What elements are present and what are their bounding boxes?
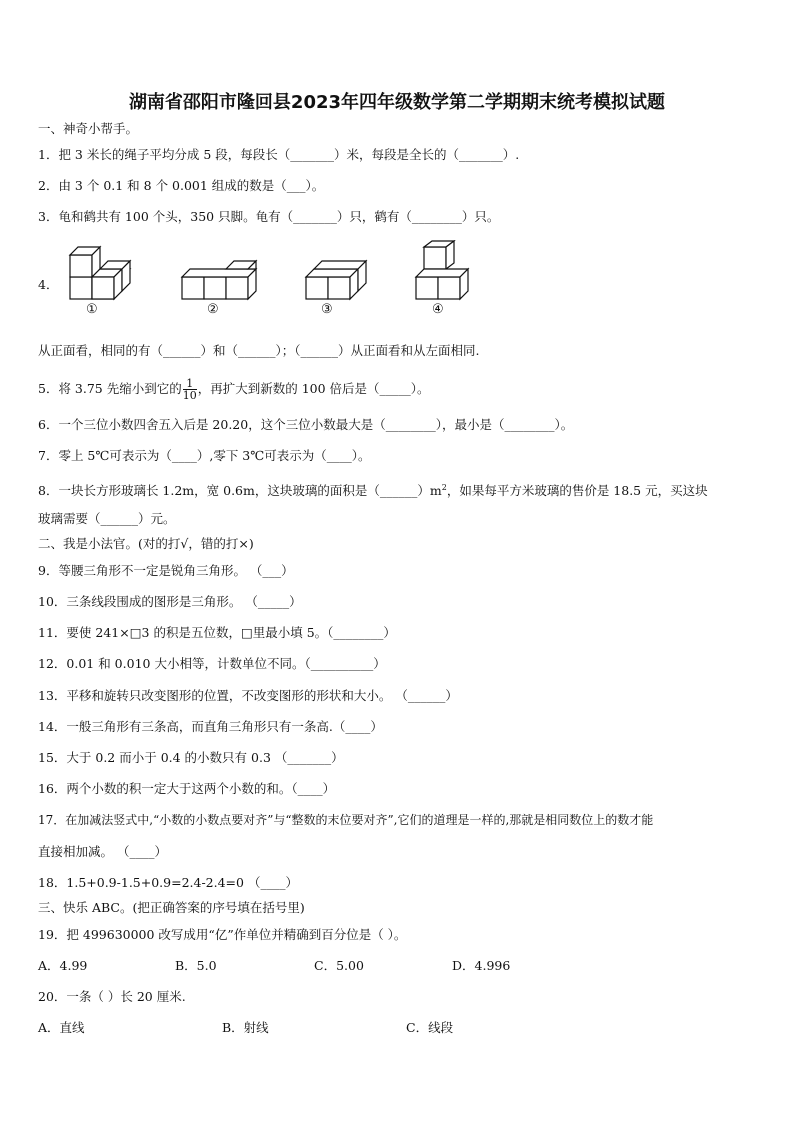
fraction-denominator: 10 <box>182 389 197 402</box>
q19-option-b: B．5.0 <box>175 958 217 973</box>
q20-option-b: B．射线 <box>222 1020 269 1035</box>
question-9: 9．等腰三角形不一定是锐角三角形。 （___） <box>38 563 294 578</box>
question-14: 14．一般三角形有三条高，而直角三角形只有一条高.（____） <box>38 719 383 734</box>
question-4-number: 4． <box>38 277 59 292</box>
section-heading-1: 一、神奇小帮手。 <box>38 121 139 136</box>
question-17-line-1: 17．在加减法竖式中,“小数的小数点要对齐”与“整数的末位要对齐”,它们的道理是一样的,那就是相同数位上的数才能 <box>38 813 654 827</box>
q20-option-a: A．直线 <box>38 1020 85 1035</box>
question-4-text: 从正面看，相同的有（______）和（______）；（______）从正面看和从左面相同. <box>38 343 480 358</box>
question-6: 6．一个三位小数四舍五入后是 20.20，这个三位小数最大是（________），最小是（________）。 <box>38 417 574 432</box>
figure-2-label: ② <box>207 302 219 317</box>
section-heading-3: 三、快乐 ABC。(把正确答案的序号填在括号里) <box>38 900 305 915</box>
question-2: 2．由 3 个 0.1 和 8 个 0.001 组成的数是（___）。 <box>38 178 325 193</box>
question-11: 11．要使 241×□3 的积是五位数，□里最小填 5。（________） <box>38 625 396 640</box>
fraction <box>183 378 197 401</box>
question-16: 16．两个小数的积一定大于这两个小数的和。（____） <box>38 781 336 796</box>
figure-3-label: ③ <box>321 302 333 317</box>
question-5-pre: 5．将 3.75 先缩小到它的 <box>38 381 182 396</box>
question-15: 15．大于 0.2 而小于 0.4 的小数只有 0.3 （_______） <box>38 750 344 765</box>
question-13: 13．平移和旋转只改变图形的位置，不改变图形的形状和大小。 （______） <box>38 688 458 703</box>
question-19: 19．把 499630000 改写成用“亿”作单位并精确到百分位是（ ）。 <box>38 927 407 942</box>
figure-2-cubes <box>182 261 256 299</box>
figure-1-label: ① <box>86 302 98 317</box>
question-10: 10．三条线段围成的图形是三角形。 （_____） <box>38 594 302 609</box>
question-3: 3．龟和鹤共有 100 个头，350 只脚。龟有（_______）只，鹤有（________）只。 <box>38 209 500 224</box>
question-18: 18．1.5+0.9-1.5+0.9=2.4-2.4=0 （____） <box>38 875 298 890</box>
cube-figures <box>60 240 480 324</box>
question-8-line-1 <box>38 480 708 499</box>
question-5 <box>38 378 430 401</box>
fraction-numerator: 1 <box>183 378 197 390</box>
figure-4-cubes <box>416 241 468 299</box>
q19-option-a: A．4.99 <box>38 958 88 973</box>
q20-option-c: C．线段 <box>406 1020 454 1035</box>
question-8-superscript: 2 <box>441 483 447 492</box>
question-17-line-2: 直接相加减。 （____） <box>38 844 167 859</box>
question-7: 7．零上 5℃可表示为（____）,零下 3℃可表示为（____）。 <box>38 448 371 463</box>
section-heading-2: 二、我是小法官。(对的打√，错的打×) <box>38 536 254 551</box>
question-1: 1．把 3 米长的绳子平均分成 5 段，每段长（_______）米，每段是全长的（_______）. <box>38 147 520 162</box>
question-20: 20．一条（ ）长 20 厘米. <box>38 989 186 1004</box>
question-8-a: 8．一块长方形玻璃长 1.2m，宽 0.6m，这块玻璃的面积是（______）m <box>38 483 442 499</box>
question-8-b: ，如果每平方米玻璃的售价是 18.5 元，买这块 <box>446 483 708 499</box>
question-12: 12．0.01 和 0.010 大小相等，计数单位不同。（__________） <box>38 656 386 671</box>
page-title: 湖南省邵阳市隆回县2023年四年级数学第二学期期末统考模拟试题 <box>128 92 666 113</box>
figure-4-label: ④ <box>432 302 444 317</box>
question-8-line-2: 玻璃需要（______）元。 <box>38 511 176 526</box>
figure-3-cubes <box>306 261 366 299</box>
q19-option-d: D．4.996 <box>452 958 511 973</box>
figure-1-cubes <box>70 247 130 299</box>
q19-option-c: C．5.00 <box>314 958 364 973</box>
question-5-post: ，再扩大到新数的 100 倍后是（_____）。 <box>197 381 430 396</box>
